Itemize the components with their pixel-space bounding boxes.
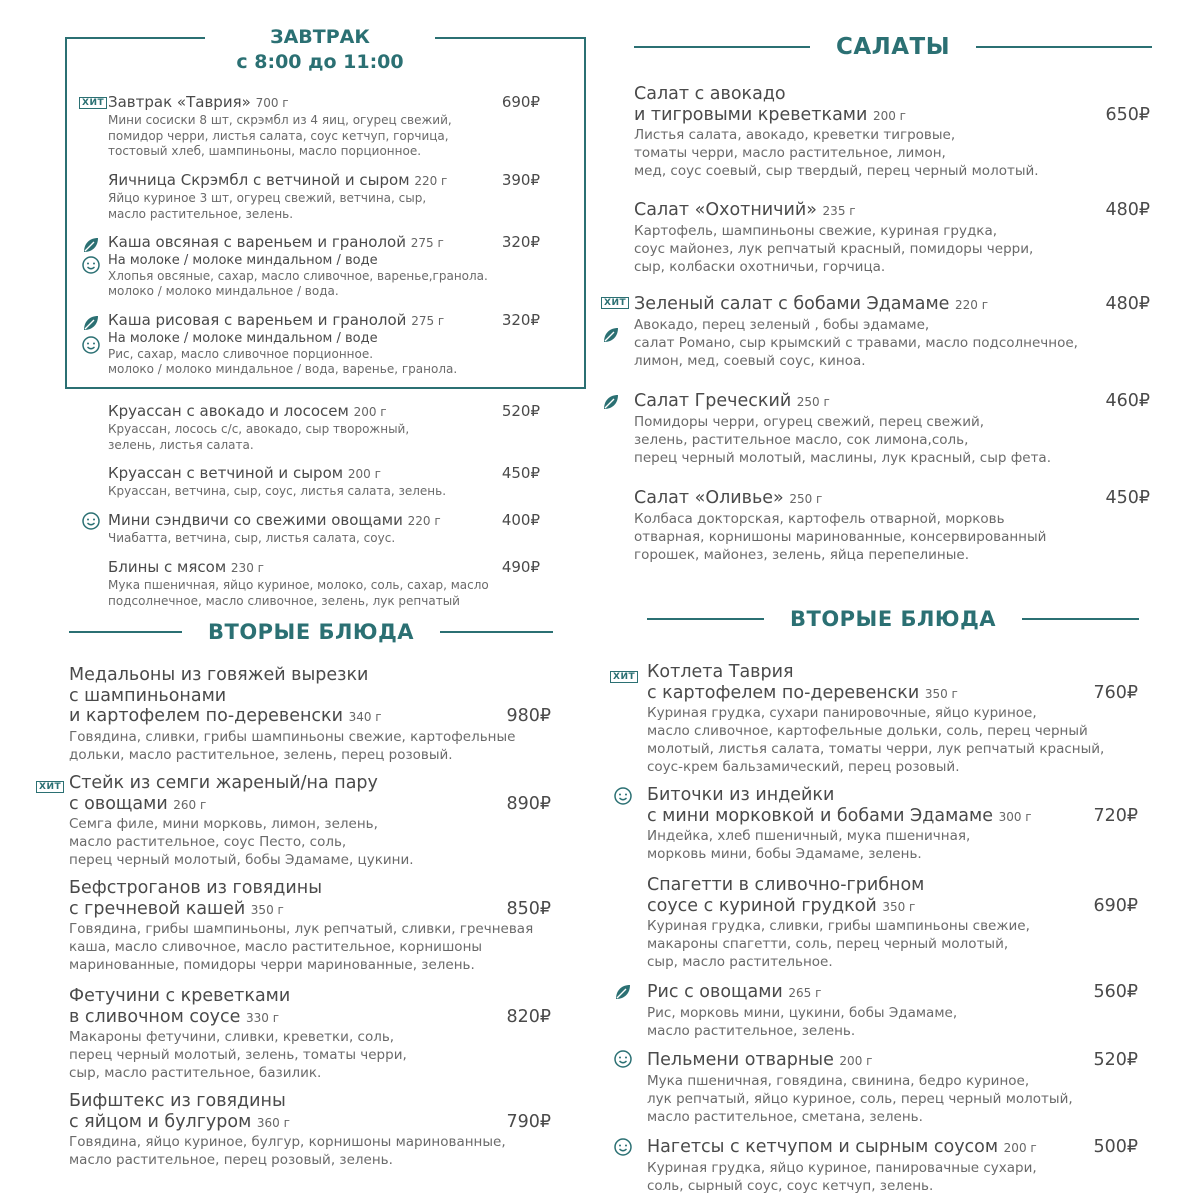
- item-weight: 360 г: [256, 1115, 290, 1130]
- item-desc-line: перец черный молотый, бобы Эдамаме, цукини.: [69, 852, 414, 868]
- menu-item: [69, 878, 551, 974]
- menu-item: [108, 464, 540, 500]
- item-desc-line: отварная, корнишоны маринованные, консервированный: [634, 528, 1047, 545]
- mains-left-header: [69, 620, 553, 644]
- item-weight: 350 г: [924, 686, 958, 701]
- menu-item: [647, 982, 1138, 1040]
- item-price: 790₽: [506, 1112, 551, 1132]
- item-desc-line: молотый, листья салата, томаты черри, лук репчатый красный,: [647, 741, 1105, 757]
- item-price: 320₽: [501, 311, 540, 329]
- divider: [647, 618, 764, 620]
- item-name: Пельмени отварные: [647, 1050, 834, 1070]
- item-desc-line: масло растительное, зелень.: [108, 206, 294, 221]
- smiley-icon: [613, 786, 633, 806]
- item-name: Каша рисовая с вареньем и гранолой: [108, 311, 407, 329]
- item-name: и картофелем по-деревенски: [69, 706, 343, 726]
- item-price: 560₽: [1093, 982, 1138, 1002]
- item-desc-line: Говядина, яйцо куриное, булгур, корнишоны маринованные,: [69, 1134, 506, 1150]
- item-desc-line: Мука пшеничная, говядина, свинина, бедро куриное,: [647, 1072, 1030, 1089]
- item-name: Фетучини с креветками: [69, 986, 291, 1006]
- item-weight: 700 г: [255, 96, 289, 110]
- salads-title: САЛАТЫ: [835, 34, 951, 60]
- item-desc-line: зелень, листья салата.: [108, 437, 254, 452]
- item-weight: 200 г: [1003, 1141, 1037, 1155]
- item-price: 520₽: [501, 402, 540, 420]
- item-name: с картофелем по-деревенски: [647, 682, 920, 703]
- smiley-icon: [613, 1137, 633, 1157]
- hit-badge: ХИТ: [36, 781, 64, 793]
- item-weight: 330 г: [245, 1010, 280, 1025]
- item-name: с шампиньонами: [69, 685, 227, 706]
- item-desc-line: Рис, морковь мини, цукини, бобы Эдамаме,: [647, 1004, 958, 1021]
- item-name: Зеленый салат с бобами Эдамаме: [634, 294, 950, 314]
- item-name: Бефстроганов из говядины: [69, 878, 323, 898]
- breakfast-hours: с 8:00 до 11:00: [236, 51, 404, 73]
- item-option: На молоке / молоке миндальном / воде: [108, 331, 378, 346]
- hit-badge: ХИТ: [610, 671, 638, 683]
- item-desc-line: Куриная грудка, яйцо куриное, панировачные сухари,: [647, 1159, 1037, 1176]
- item-price: 390₽: [501, 171, 540, 189]
- item-name: Блины с мясом: [108, 558, 227, 576]
- item-desc-line: макароны спагетти, соль, перец черный молотый,: [647, 936, 1009, 952]
- menu-item: [69, 665, 551, 764]
- item-desc-line: Круассан, лосось с/с, авокадо, сыр творожный,: [108, 422, 410, 436]
- item-price: 650₽: [1105, 105, 1150, 125]
- item-weight: 220 г: [414, 174, 448, 188]
- menu-item: [634, 488, 1150, 564]
- smiley-icon: [613, 1049, 633, 1069]
- item-desc-line: Макароны фетучини, сливки, креветки, соль,: [69, 1029, 395, 1045]
- item-weight: 250 г: [796, 395, 830, 409]
- item-name: в сливочном соусе: [69, 1006, 241, 1027]
- item-desc-line: масло растительное, зелень.: [647, 1022, 856, 1039]
- menu-item: [634, 84, 1150, 180]
- item-name: Круассан с ветчиной и сыром: [108, 464, 344, 482]
- menu-item: [108, 233, 540, 300]
- item-price: 890₽: [506, 794, 551, 814]
- item-desc-line: лук репчатый, яйцо куриное, соль, перец черный молотый,: [647, 1090, 1073, 1107]
- menu-item: [108, 171, 540, 222]
- smiley-icon: [81, 511, 101, 531]
- item-desc-line: Говядина, сливки, грибы шампиньоны свежие, картофельные: [69, 728, 516, 745]
- menu-item: [108, 558, 540, 608]
- item-weight: 230 г: [230, 561, 264, 575]
- item-price: 500₽: [1093, 1137, 1138, 1157]
- item-desc-line: Чиабатта, ветчина, сыр, листья салата, соус.: [108, 531, 396, 545]
- item-weight: 200 г: [347, 467, 381, 481]
- item-weight: 235 г: [822, 204, 856, 218]
- item-weight: 260 г: [173, 797, 207, 812]
- item-price: 480₽: [1105, 294, 1150, 314]
- item-name: с гречневой кашей: [69, 898, 246, 919]
- menu-item: [647, 1050, 1138, 1126]
- item-desc-line: салат Романо, сыр крымский с травами, масло подсолнечное,: [634, 334, 1078, 351]
- item-weight: 265 г: [788, 986, 822, 1000]
- item-name: Биточки из индейки: [647, 785, 835, 805]
- mains-right-title: ВТОРЫЕ БЛЮДА: [789, 607, 997, 631]
- item-desc-line: Колбаса докторская, картофель отварной, морковь: [634, 510, 1005, 527]
- item-desc-line: зелень, растительное масло, сок лимона,соль,: [634, 431, 969, 448]
- leaf-icon: [613, 982, 633, 1002]
- item-price: 720₽: [1093, 806, 1138, 826]
- item-name: Салат «Оливье»: [634, 488, 784, 508]
- item-desc-line: помидор черри, листья салата, соус кетчуп, горчица,: [108, 128, 449, 143]
- divider: [634, 46, 810, 48]
- item-desc-line: дольки, масло растительное, зелень, перец розовый.: [69, 746, 453, 763]
- breakfast-heading: ЗАВТРАК: [270, 26, 370, 48]
- item-desc-line: сыр, масло растительное.: [647, 954, 833, 970]
- divider: [69, 631, 182, 633]
- item-desc-line: молоко / молоко миндальное / вода, варенье, гранола.: [108, 362, 458, 376]
- item-price: 820₽: [506, 1007, 551, 1027]
- item-weight: 200 г: [839, 1054, 873, 1068]
- item-desc-line: Мини сосиски 8 шт, скрэмбл из 4 яиц, огурец свежий,: [108, 113, 452, 127]
- menu-item: [108, 93, 540, 160]
- item-weight: 275 г: [411, 314, 445, 328]
- item-name: Каша овсяная с вареньем и гранолой: [108, 233, 406, 251]
- menu-item: [69, 1091, 551, 1169]
- item-price: 760₽: [1093, 683, 1138, 703]
- item-desc-line: морковь мини, бобы Эдамаме, зелень.: [647, 846, 922, 862]
- item-desc-line: каша, масло сливочное, масло растительное, корнишоны: [69, 939, 483, 955]
- menu-item: [647, 785, 1138, 863]
- item-price: 490₽: [501, 558, 540, 576]
- item-desc-line: Картофель, шампиньоны свежие, куриная грудка,: [634, 222, 998, 239]
- item-price: 450₽: [1105, 488, 1150, 508]
- item-name: с овощами: [69, 793, 168, 814]
- item-weight: 250 г: [789, 492, 823, 506]
- item-price: 520₽: [1093, 1050, 1138, 1070]
- item-desc-line: соус майонез, лук репчатый красный, помидоры черри,: [634, 240, 1034, 257]
- item-desc-line: томаты черри, масло растительное, лимон,: [634, 145, 946, 161]
- item-desc-line: Куриная грудка, сливки, грибы шампиньоны свежие,: [647, 918, 1030, 934]
- divider: [440, 631, 553, 633]
- item-name: Яичница Скрэмбл с ветчиной и сыром: [108, 171, 410, 189]
- item-name: соусе с куриной грудкой: [647, 895, 877, 916]
- item-name: Котлета Таврия: [647, 662, 794, 682]
- item-weight: 200 г: [353, 405, 387, 419]
- item-name: Салат «Охотничий»: [634, 200, 817, 220]
- salads-header: [634, 34, 1152, 60]
- item-name: с яйцом и булгуром: [69, 1111, 252, 1132]
- item-desc-line: Яйцо куриное 3 шт, огурец свежий, ветчина, сыр,: [108, 191, 427, 205]
- divider: [976, 46, 1152, 48]
- item-desc-line: тостовый хлеб, шампиньоны, масло порционное.: [108, 144, 422, 158]
- item-desc-line: Семга филе, мини морковь, лимон, зелень,: [69, 816, 378, 832]
- item-desc-line: Говядина, грибы шампиньоны, лук репчатый, сливки, гречневая: [69, 921, 534, 937]
- item-desc-line: маринованные, помидоры черри маринованные, зелень.: [69, 957, 475, 973]
- leaf-icon: [81, 235, 101, 255]
- smiley-icon: [81, 255, 101, 275]
- item-weight: 350 г: [882, 899, 916, 914]
- item-price: 400₽: [501, 511, 540, 529]
- item-price: 690₽: [1093, 896, 1138, 916]
- item-weight: 220 г: [407, 514, 441, 528]
- breakfast-title: [205, 25, 435, 75]
- item-weight: 340 г: [348, 710, 382, 724]
- menu-item: [647, 662, 1138, 776]
- item-name: Круассан с авокадо и лососем: [108, 402, 349, 420]
- item-desc-line: соль, сырный соус, соус кетчуп, зелень.: [647, 1177, 934, 1194]
- divider: [1022, 618, 1139, 620]
- item-desc-line: подсолнечное, масло сливочное, зелень, лук репчатый: [108, 593, 460, 608]
- menu-item: [634, 200, 1150, 276]
- item-desc-line: молоко / молоко миндальное / вода.: [108, 284, 339, 298]
- item-option: На молоке / молоке миндальном / воде: [108, 253, 378, 268]
- leaf-icon: [81, 313, 101, 333]
- menu-item: [108, 402, 540, 453]
- item-name: Нагетсы с кетчупом и сырным соусом: [647, 1137, 999, 1157]
- menu-item: [108, 511, 540, 547]
- leaf-icon: [601, 392, 621, 412]
- item-name: Салат Греческий: [634, 391, 792, 411]
- item-weight: 220 г: [955, 298, 989, 312]
- item-name: Салат с авокадо: [634, 84, 786, 104]
- item-desc-line: Куриная грудка, сухари панировочные, яйцо куриное,: [647, 705, 1037, 721]
- item-desc-line: Круассан, ветчина, сыр, соус, листья салата, зелень.: [108, 484, 447, 498]
- item-name: с мини морковкой и бобами Эдамаме: [647, 805, 993, 826]
- item-name: Медальоны из говяжей вырезки: [69, 665, 369, 685]
- item-desc-line: мед, соус соевый, сыр твердый, перец черный молотый.: [634, 163, 1039, 179]
- item-desc-line: Авокадо, перец зеленый , бобы эдамаме,: [634, 316, 930, 333]
- item-price: 980₽: [506, 706, 551, 726]
- item-weight: 350 г: [250, 902, 284, 917]
- menu-item: [647, 875, 1138, 971]
- item-name: Бифштекс из говядины: [69, 1091, 286, 1111]
- item-desc-line: Листья салата, авокадо, креветки тигровые,: [634, 127, 956, 143]
- smiley-icon: [81, 335, 101, 355]
- item-price: 450₽: [501, 464, 540, 482]
- item-desc-line: лимон, мед, соевый соус, киноа.: [634, 352, 866, 369]
- item-desc-line: Рис, сахар, масло сливочное порционное.: [108, 346, 374, 361]
- menu-item: [647, 1137, 1138, 1195]
- item-price: 850₽: [506, 899, 551, 919]
- menu-item: [69, 986, 551, 1082]
- mains-left-title: ВТОРЫЕ БЛЮДА: [207, 620, 415, 644]
- item-desc-line: масло растительное, перец розовый, зелень.: [69, 1152, 393, 1168]
- item-desc-line: Помидоры черри, огурец свежий, перец свежий,: [634, 413, 985, 430]
- menu-item: [69, 773, 551, 869]
- hit-badge: ХИТ: [601, 297, 629, 309]
- item-desc-line: соус-крем бальзамический, перец розовый.: [647, 759, 960, 775]
- menu-item: [634, 294, 1150, 370]
- item-price: 320₽: [501, 233, 540, 251]
- item-price: 480₽: [1105, 200, 1150, 220]
- item-desc-line: Хлопья овсяные, сахар, масло сливочное, варенье,гранола.: [108, 268, 488, 283]
- item-name: Завтрак «Таврия»: [108, 93, 251, 111]
- menu-item: [108, 311, 540, 378]
- mains-right-header: [647, 607, 1139, 631]
- item-name: Стейк из семги жареный/на пару: [69, 773, 378, 793]
- item-desc-line: горошек, майонез, зелень, яйца перепелиные.: [634, 546, 970, 563]
- item-weight: 300 г: [998, 809, 1032, 824]
- item-name: Мини сэндвичи со свежими овощами: [108, 511, 403, 529]
- item-name: Рис с овощами: [647, 982, 783, 1002]
- item-weight: 275 г: [410, 236, 444, 250]
- item-price: 690₽: [501, 93, 540, 111]
- item-name: Спагетти в сливочно-грибном: [647, 875, 925, 895]
- item-desc-line: масло сливочное, картофельные дольки, соль, перец черный: [647, 723, 1088, 739]
- item-desc-line: масло растительное, сметана, зелень.: [647, 1108, 923, 1125]
- hit-badge: ХИТ: [79, 97, 107, 109]
- item-desc-line: сыр, колбаски охотничьи, горчица.: [634, 258, 886, 275]
- item-desc-line: перец черный молотый, зелень, томаты черри,: [69, 1047, 407, 1063]
- item-name: и тигровыми креветками: [634, 104, 868, 125]
- item-weight: 200 г: [872, 108, 906, 123]
- item-desc-line: перец черный молотый, маслины, лук красный, сыр фета.: [634, 449, 1051, 466]
- item-desc-line: сыр, масло растительное, базилик.: [69, 1065, 322, 1081]
- menu-item: [634, 391, 1150, 467]
- item-desc-line: масло растительное, соус Песто, соль,: [69, 834, 347, 850]
- item-desc-line: Индейка, хлеб пшеничный, мука пшеничная,: [647, 828, 971, 844]
- item-price: 460₽: [1105, 391, 1150, 411]
- item-desc-line: Мука пшеничная, яйцо куриное, молоко, соль, сахар, масло: [108, 578, 489, 592]
- leaf-icon: [601, 325, 621, 345]
